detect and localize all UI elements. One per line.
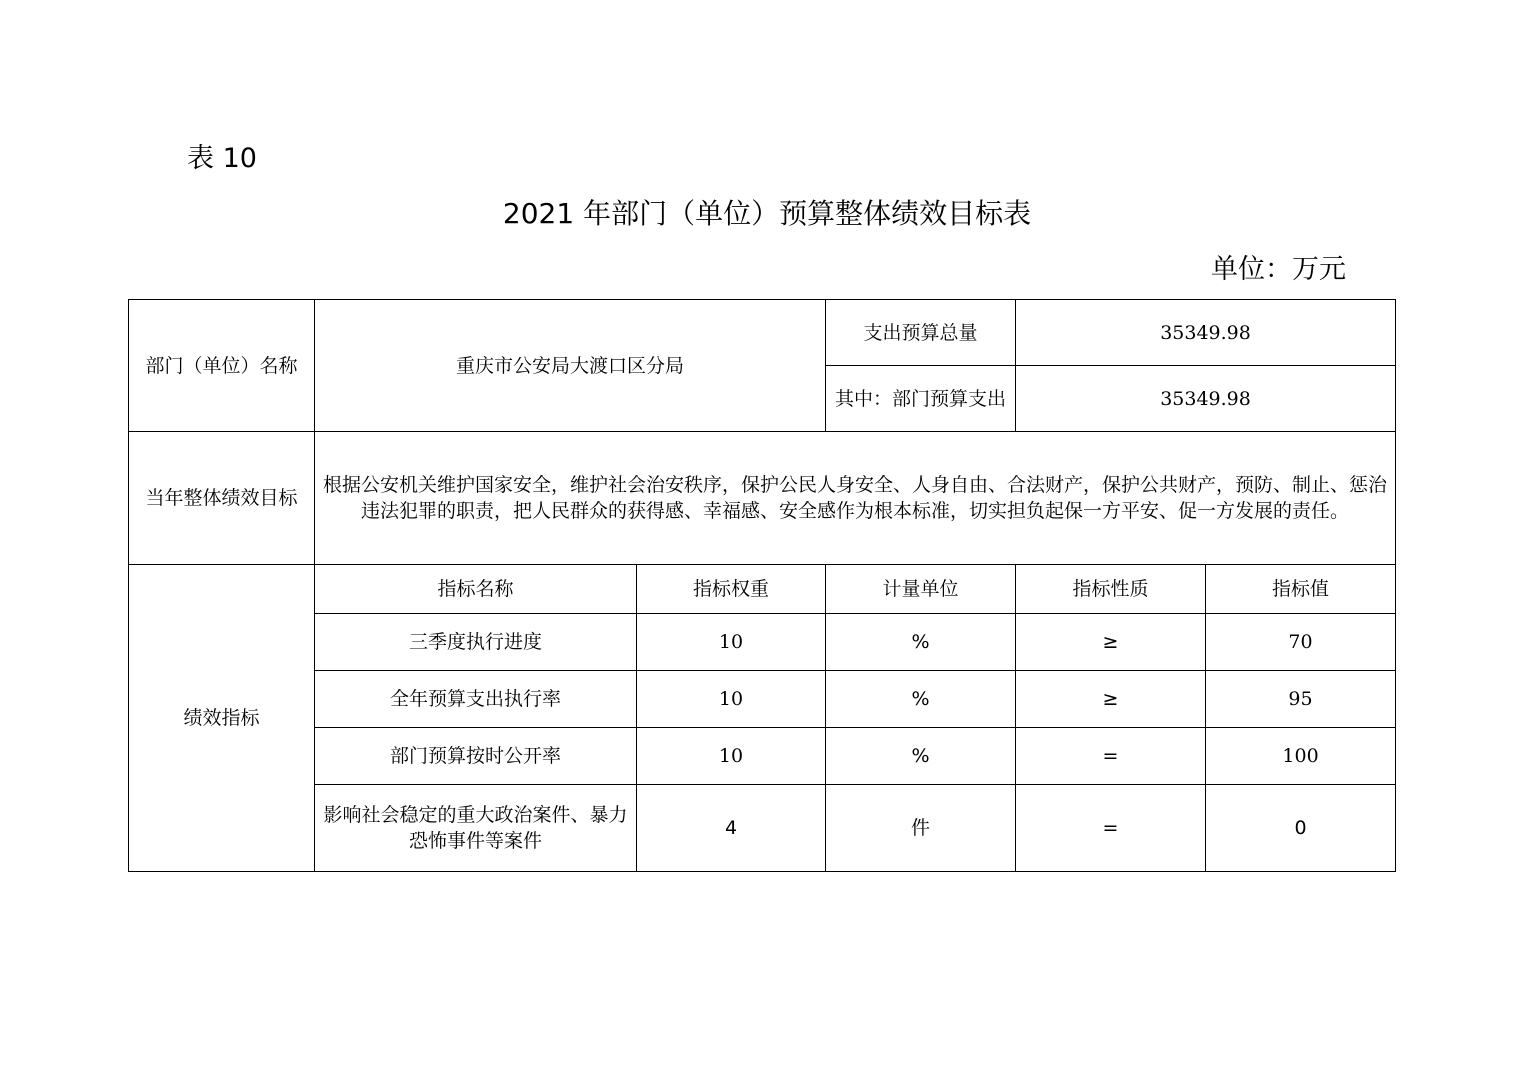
indicator-row [129, 614, 1396, 671]
indicator-value: 95 [1206, 671, 1396, 728]
indicators-section-label: 绩效指标 [129, 565, 315, 872]
indicator-nature: ≥ [1016, 614, 1206, 671]
indicator-row [129, 728, 1396, 785]
indicator-value: 70 [1206, 614, 1396, 671]
indicator-unit: % [826, 671, 1016, 728]
indicator-name: 三季度执行进度 [315, 614, 637, 671]
indicator-name: 全年预算支出执行率 [315, 671, 637, 728]
indicator-nature: = [1016, 785, 1206, 872]
unit-label: 单位：万元 [1211, 254, 1346, 285]
document-title: 2021 年部门（单位）预算整体绩效目标表 [502, 197, 1032, 230]
dept-name-value: 重庆市公安局大渡口区分局 [315, 300, 826, 432]
budget-total-label: 支出预算总量 [826, 300, 1016, 366]
dept-name-label: 部门（单位）名称 [129, 300, 315, 432]
header-indicator-value: 指标值 [1206, 565, 1396, 614]
indicator-name: 部门预算按时公开率 [315, 728, 637, 785]
indicator-row [129, 785, 1396, 872]
header-indicator-nature: 指标性质 [1016, 565, 1206, 614]
indicator-unit: 件 [826, 785, 1016, 872]
performance-target-table [128, 299, 1396, 872]
indicator-weight: 10 [637, 614, 826, 671]
indicator-nature: ≥ [1016, 671, 1206, 728]
indicator-nature: = [1016, 728, 1206, 785]
header-indicator-unit: 计量单位 [826, 565, 1016, 614]
indicator-weight: 10 [637, 671, 826, 728]
indicator-name: 影响社会稳定的重大政治案件、暴力恐怖事件等案件 [315, 785, 637, 872]
indicator-value: 100 [1206, 728, 1396, 785]
indicator-unit: % [826, 614, 1016, 671]
indicator-weight: 10 [637, 728, 826, 785]
header-indicator-weight: 指标权重 [637, 565, 826, 614]
table-number: 表 10 [187, 143, 257, 174]
annual-goal-text: 根据公安机关维护国家安全，维护社会治安秩序，保护公民人身安全、人身自由、合法财产，保护公共财产，预防、制止、惩治违法犯罪的职责，把人民群众的获得感、幸福感、安全感作为根本标准，切实担负起保一方平安、促一方发展的责任。 [315, 432, 1396, 565]
budget-dept-label: 其中：部门预算支出 [826, 366, 1016, 432]
header-indicator-name: 指标名称 [315, 565, 637, 614]
budget-dept-value: 35349.98 [1016, 366, 1396, 432]
budget-total-value: 35349.98 [1016, 300, 1396, 366]
indicator-unit: % [826, 728, 1016, 785]
annual-goal-label: 当年整体绩效目标 [129, 432, 315, 565]
indicator-value: 0 [1206, 785, 1396, 872]
indicator-row [129, 671, 1396, 728]
indicator-weight: 4 [637, 785, 826, 872]
